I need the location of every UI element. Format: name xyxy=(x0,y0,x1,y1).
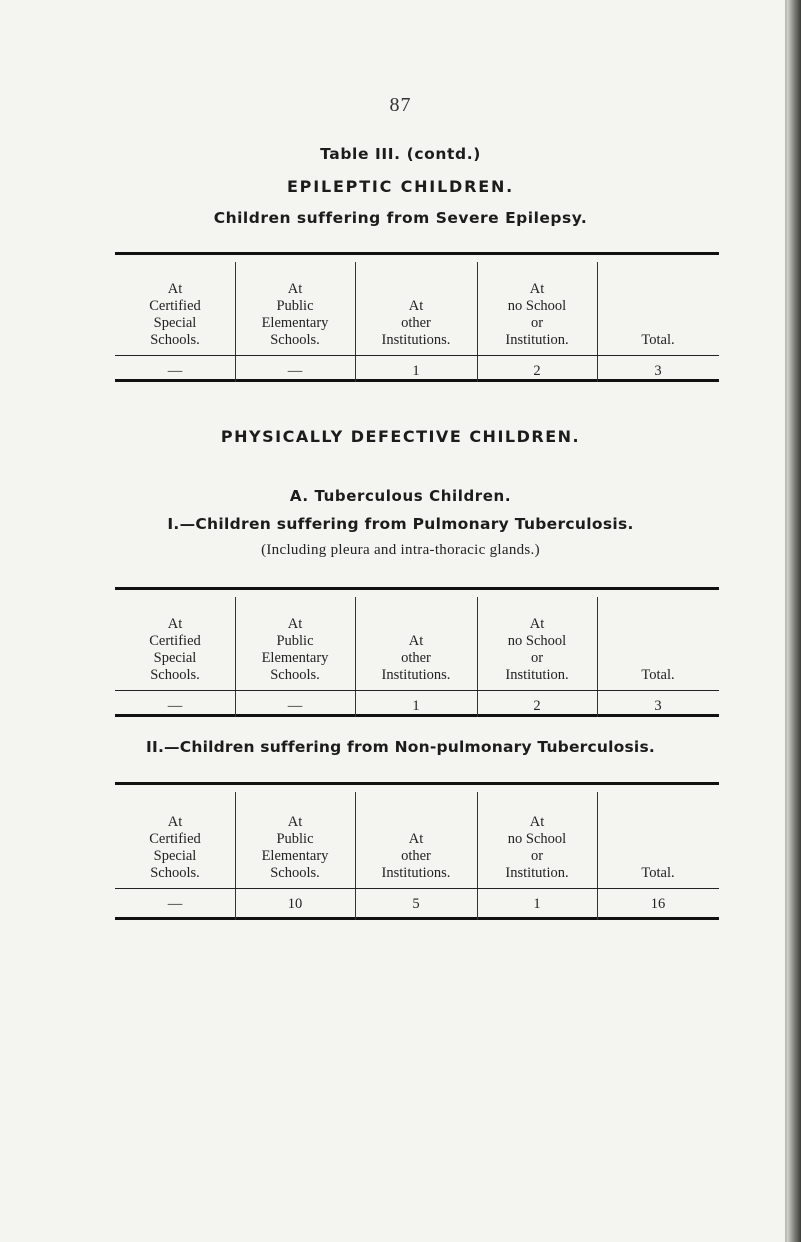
non-pulmonary-heading: II.—Children suffering from Non-pulmonary Tuberculosis. xyxy=(146,738,655,756)
column-header-other-institutions xyxy=(355,633,477,684)
table-top-rule xyxy=(115,587,719,590)
header-line: At xyxy=(408,633,424,649)
header-line: Total. xyxy=(641,667,675,683)
pulmonary-heading: I.—Children suffering from Pulmonary Tuberculosis. xyxy=(167,515,634,533)
header-line: Certified xyxy=(149,298,201,314)
column-header-total xyxy=(597,332,719,349)
header-line: Schools. xyxy=(150,332,200,348)
header-line: Special xyxy=(153,848,197,864)
header-line: At xyxy=(287,814,303,830)
value-no-school: 2 xyxy=(533,698,541,714)
page-number: 87 xyxy=(389,94,412,116)
value-public-elementary: — xyxy=(287,698,303,714)
header-line: At xyxy=(287,616,303,632)
header-line: or xyxy=(530,315,544,331)
header-line: Public xyxy=(276,831,314,847)
value-public-elementary: — xyxy=(287,363,303,379)
value-total: 16 xyxy=(650,896,666,912)
epileptic-heading: EPILEPTIC CHILDREN. xyxy=(286,177,515,196)
physically-defective-heading: PHYSICALLY DEFECTIVE CHILDREN. xyxy=(220,427,581,446)
value-no-school: 2 xyxy=(533,363,541,379)
column-header-total xyxy=(597,865,719,882)
value-total: 3 xyxy=(654,698,662,714)
value-certified-special: — xyxy=(167,896,183,912)
epilepsy-table xyxy=(115,252,719,382)
header-line: At xyxy=(167,814,183,830)
pulmonary-note: (Including pleura and intra-thoracic glands.) xyxy=(261,542,540,558)
column-header-no-school xyxy=(477,616,597,684)
column-header-public-elementary xyxy=(235,814,355,882)
header-line: Elementary xyxy=(261,848,329,864)
header-line: Institution. xyxy=(505,865,569,881)
column-header-certified-special xyxy=(115,616,235,684)
header-line: no School xyxy=(507,298,567,314)
header-line: Elementary xyxy=(261,650,329,666)
header-line: no School xyxy=(507,831,567,847)
value-certified-special: — xyxy=(167,363,183,379)
header-line: At xyxy=(167,281,183,297)
value-other-institutions: 5 xyxy=(412,896,420,912)
header-line: Certified xyxy=(149,831,201,847)
header-separator xyxy=(115,888,719,889)
value-certified-special: — xyxy=(167,698,183,714)
header-line: Total. xyxy=(641,332,675,348)
header-separator xyxy=(115,355,719,356)
column-header-certified-special xyxy=(115,814,235,882)
value-other-institutions: 1 xyxy=(412,698,420,714)
header-line: At xyxy=(408,298,424,314)
header-line: At xyxy=(408,831,424,847)
pulmonary-table xyxy=(115,587,719,717)
header-line: Special xyxy=(153,315,197,331)
header-line: Public xyxy=(276,298,314,314)
table-top-rule xyxy=(115,782,719,785)
header-line: Institution. xyxy=(505,667,569,683)
severe-epilepsy-subheading: Children suffering from Severe Epilepsy. xyxy=(213,209,588,227)
header-line: other xyxy=(401,650,431,666)
table-bottom-rule xyxy=(115,917,719,920)
header-line: Institutions. xyxy=(381,667,451,683)
header-line: Public xyxy=(276,633,314,649)
header-line: At xyxy=(287,281,303,297)
column-header-no-school xyxy=(477,814,597,882)
header-line: Certified xyxy=(149,633,201,649)
column-header-public-elementary xyxy=(235,281,355,349)
header-line: Elementary xyxy=(261,315,329,331)
column-header-certified-special xyxy=(115,281,235,349)
header-line: Schools. xyxy=(270,865,320,881)
header-line: Institution. xyxy=(505,332,569,348)
table-title: Table III. (contd.) xyxy=(320,145,481,163)
header-line: At xyxy=(529,616,545,632)
header-line: other xyxy=(401,848,431,864)
header-line: or xyxy=(530,848,544,864)
header-line: At xyxy=(529,814,545,830)
value-total: 3 xyxy=(654,363,662,379)
value-other-institutions: 1 xyxy=(412,363,420,379)
header-line: At xyxy=(529,281,545,297)
non-pulmonary-table xyxy=(115,782,719,920)
header-line: Schools. xyxy=(150,865,200,881)
header-line: Schools. xyxy=(270,332,320,348)
header-line: Special xyxy=(153,650,197,666)
column-header-other-institutions xyxy=(355,298,477,349)
header-line: Total. xyxy=(641,865,675,881)
value-public-elementary: 10 xyxy=(287,896,303,912)
header-line: Schools. xyxy=(150,667,200,683)
column-header-total xyxy=(597,667,719,684)
tuberculous-heading: A. Tuberculous Children. xyxy=(289,487,512,505)
column-header-public-elementary xyxy=(235,616,355,684)
value-no-school: 1 xyxy=(533,896,541,912)
header-separator xyxy=(115,690,719,691)
header-line: or xyxy=(530,650,544,666)
table-top-rule xyxy=(115,252,719,255)
header-line: Institutions. xyxy=(381,865,451,881)
header-line: At xyxy=(167,616,183,632)
column-header-other-institutions xyxy=(355,831,477,882)
header-line: no School xyxy=(507,633,567,649)
column-header-no-school xyxy=(477,281,597,349)
header-line: Schools. xyxy=(270,667,320,683)
header-line: other xyxy=(401,315,431,331)
header-line: Institutions. xyxy=(381,332,451,348)
